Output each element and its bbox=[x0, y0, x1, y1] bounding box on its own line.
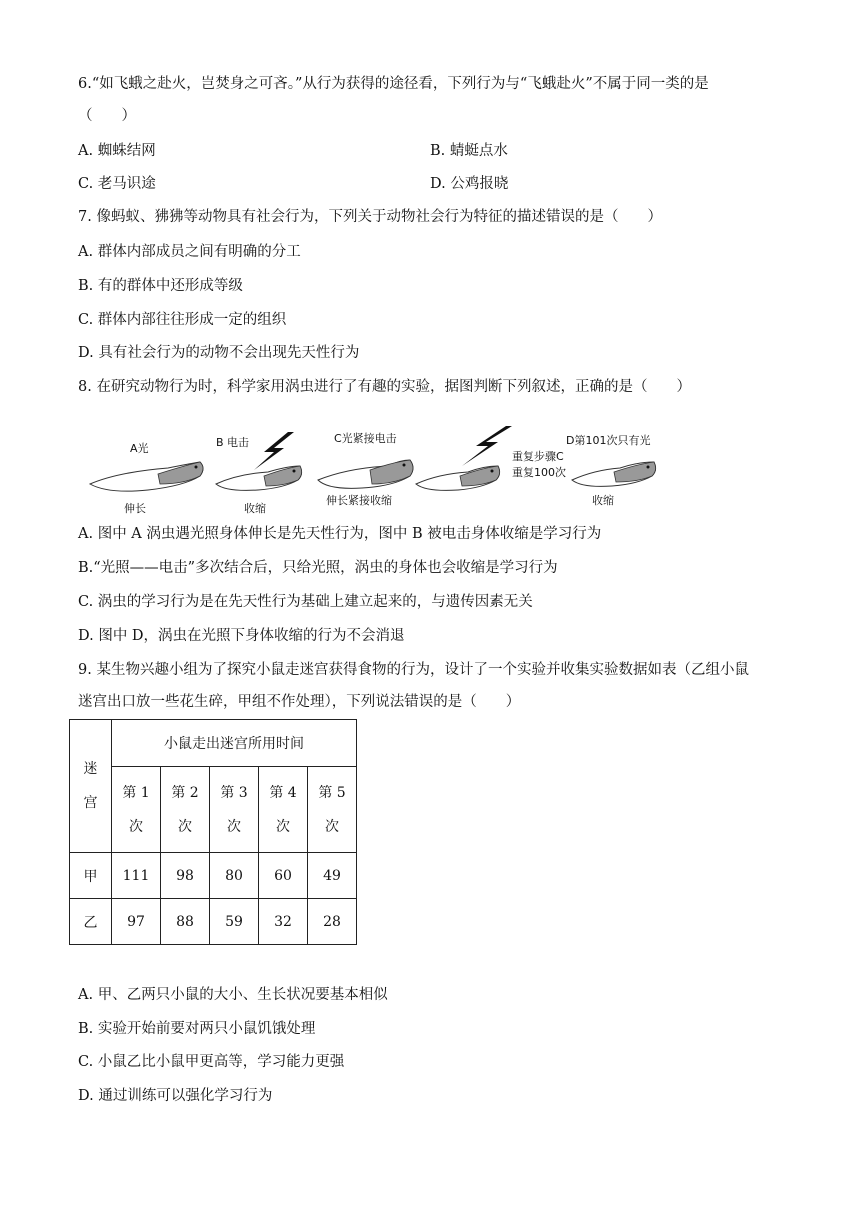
planarian-experiment-figure bbox=[88, 424, 698, 520]
q6-stem-bracket: （ ） bbox=[78, 108, 136, 124]
table-cell: 32 bbox=[259, 899, 308, 945]
planarian-b-icon bbox=[216, 466, 302, 490]
q9-option-c[interactable]: C. 小鼠乙比小鼠甲更高等，学习能力更强 bbox=[78, 1054, 345, 1070]
table-cell: 59 bbox=[210, 899, 259, 945]
table-cell: 80 bbox=[210, 853, 259, 899]
figure-label-a-result: 伸长 bbox=[124, 502, 146, 515]
table-col-header: 第 3 次 bbox=[210, 767, 259, 853]
table-cell: 60 bbox=[259, 853, 308, 899]
q9-stem: 9. 某生物兴趣小组为了探究小鼠走迷宫获得食物的行为，设计了一个实验并收集实验数据如表（乙组小鼠 bbox=[78, 662, 749, 678]
figure-label-b-result: 收缩 bbox=[244, 502, 266, 515]
q6-option-a[interactable]: A. 蜘蛛结网 bbox=[78, 143, 156, 159]
table-cell: 88 bbox=[161, 899, 210, 945]
table-cell: 97 bbox=[112, 899, 161, 945]
q8-option-b[interactable]: B.“光照——电击”多次结合后，只给光照，涡虫的身体也会收缩是学习行为 bbox=[78, 560, 558, 576]
figure-repeat-line1: 重复步骤C bbox=[512, 450, 564, 463]
q8-option-a[interactable]: A. 图中 A 涡虫遇光照身体伸长是先天性行为，图中 B 被电击身体收缩是学习行为 bbox=[78, 526, 602, 542]
q9-option-d[interactable]: D. 通过训练可以强化学习行为 bbox=[78, 1088, 273, 1104]
maze-data-table bbox=[69, 719, 357, 945]
table-cell: 111 bbox=[112, 853, 161, 899]
q7-option-a[interactable]: A. 群体内部成员之间有明确的分工 bbox=[78, 244, 301, 260]
lightning-c-icon bbox=[462, 426, 512, 466]
q8-option-c[interactable]: C. 涡虫的学习行为是在先天性行为基础上建立起来的，与遗传因素无关 bbox=[78, 594, 533, 610]
planarian-c-icon bbox=[318, 460, 413, 488]
figure-label-d: D第101次只有光 bbox=[566, 434, 651, 447]
q9-option-b[interactable]: B. 实验开始前要对两只小鼠饥饿处理 bbox=[78, 1021, 316, 1037]
table-col-header: 第 2 次 bbox=[161, 767, 210, 853]
q9-stem-line2: 迷宫出口放一些花生碎，甲组不作处理），下列说法错误的是（ ） bbox=[78, 694, 521, 710]
table-cell: 28 bbox=[308, 899, 357, 945]
q6-option-d[interactable]: D. 公鸡报晓 bbox=[430, 176, 509, 192]
table-cell-group: 乙 bbox=[70, 899, 112, 945]
figure-label-c-result: 伸长紧接收缩 bbox=[326, 494, 392, 507]
table-cell: 98 bbox=[161, 853, 210, 899]
planarian-d-icon bbox=[572, 462, 656, 486]
figure-label-a: A光 bbox=[130, 442, 149, 455]
table-group-header: 小鼠走出迷宫所用时间 bbox=[112, 720, 357, 767]
q8-stem: 8. 在研究动物行为时，科学家用涡虫进行了有趣的实验，据图判断下列叙述，正确的是（ ） bbox=[78, 379, 691, 395]
q8-option-d[interactable]: D. 图中 D，涡虫在光照下身体收缩的行为不会消退 bbox=[78, 628, 405, 644]
q6-option-c[interactable]: C. 老马识途 bbox=[78, 176, 156, 192]
q6-option-b[interactable]: B. 蜻蜓点水 bbox=[430, 143, 508, 159]
q7-option-d[interactable]: D. 具有社会行为的动物不会出现先天性行为 bbox=[78, 345, 360, 361]
q6-stem: 6.“如飞蛾之赴火，岂焚身之可吝。”从行为获得的途径看，下列行为与“飞蛾赴火”不属于同一类的是 bbox=[78, 76, 709, 92]
figure-label-b: B 电击 bbox=[216, 436, 250, 449]
q9-option-a[interactable]: A. 甲、乙两只小鼠的大小、生长状况要基本相似 bbox=[78, 987, 388, 1003]
table-col-header: 第 5 次 bbox=[308, 767, 357, 853]
planarian-a-icon bbox=[90, 462, 203, 491]
table-cell-group: 甲 bbox=[70, 853, 112, 899]
table-row bbox=[70, 853, 357, 899]
figure-repeat-line2: 重复100次 bbox=[512, 466, 566, 479]
q7-option-c[interactable]: C. 群体内部往往形成一定的组织 bbox=[78, 312, 287, 328]
q7-stem: 7. 像蚂蚁、狒狒等动物具有社会行为，下列关于动物社会行为特征的描述错误的是（ ） bbox=[78, 209, 662, 225]
table-row-header: 迷 宫 bbox=[70, 720, 112, 853]
lightning-b-icon bbox=[254, 432, 294, 470]
planarian-c2-icon bbox=[416, 466, 500, 490]
table-col-header: 第 4 次 bbox=[259, 767, 308, 853]
table-cell: 49 bbox=[308, 853, 357, 899]
figure-label-c: C光紧接电击 bbox=[334, 432, 397, 445]
q7-option-b[interactable]: B. 有的群体中还形成等级 bbox=[78, 278, 243, 294]
table-row bbox=[70, 899, 357, 945]
table-col-header: 第 1 次 bbox=[112, 767, 161, 853]
figure-label-d-result: 收缩 bbox=[592, 494, 614, 507]
